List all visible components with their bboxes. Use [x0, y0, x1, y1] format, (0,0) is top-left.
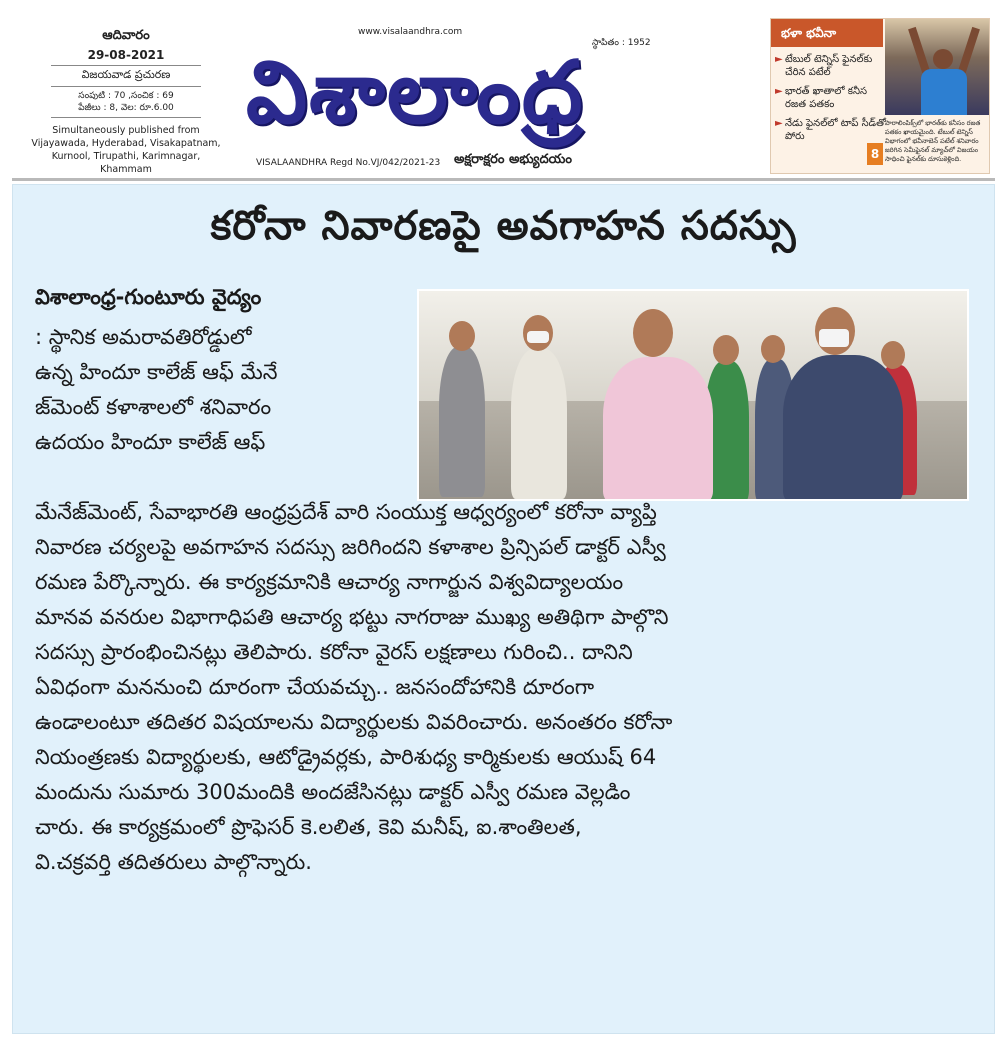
article-byline: విశాలాంధ్ర-గుంటూరు వైద్యం	[35, 285, 262, 309]
article-line: మందును సుమారు 300మందికి అందజేసినట్లు డాక్టర్ ఎస్వీ రమణ వెల్లడిం	[35, 780, 631, 804]
established-year: స్థాపితం : 1952	[592, 38, 651, 48]
issue-info	[28, 28, 224, 176]
triangle-bullet-icon: ►	[775, 54, 783, 65]
masthead-divider	[12, 178, 995, 181]
article-line: ఉండాలంటూ తదితర విషయాలను విద్యార్థులకు వివరించారు. అనంతరం కరోనా	[35, 710, 673, 734]
article-line: ఏవిధంగా మననుంచి దూరంగా చేయవచ్చు.. జనసందోహానికి దూరంగా	[35, 675, 595, 699]
article-line: సదస్సు ప్రారంభించినట్లు తెలిపారు. కరోనా వైరస్ లక్షణాలు గురించి.. దానిని	[35, 640, 633, 664]
masthead	[0, 0, 1007, 182]
article-body-narrow	[35, 320, 407, 460]
promo-item: ► నేడు ఫైనల్‌లో టాప్ సీడ్‌తో పోరు	[775, 118, 886, 142]
issue-day: ఆదివారం	[102, 28, 150, 43]
promo-caption: పారాలింపిక్స్‌లో భారత్‌కు కనీసం రజత పతకం ఖాయమైంది. టేబుల్ టెన్నిస్ విభాగంలో భవీనాబెన్ పటేల్ శనివారం జరిగిన సెమీఫైనల్ మ్యాచ్‌లో విజయం సాధించి ఫైనల్‌కు దూసుకెళ్లింది.	[885, 119, 981, 163]
article-line: మానవ వనరుల విభాగాధిపతి ఆచార్య భట్టు నాగరాజు ముఖ్య అతిథిగా పాల్గొని	[35, 605, 669, 629]
promo-athlete-photo	[885, 19, 989, 115]
article-line: నివారణ చర్యలపై అవగాహన సదస్సు జరిగిందని కళాశాల ప్రిన్సిపల్ డాక్టర్ ఎస్వీ	[35, 535, 666, 559]
article-line: చారు. ఈ కార్యక్రమంలో ప్రొఫెసర్ కె.లలిత, కెవి మనీష్, ఐ.శాంతిలత,	[35, 815, 582, 839]
promo-box	[770, 18, 990, 174]
promo-page-number: 8	[867, 143, 883, 165]
registration-number: VISALAANDHRA Regd No.VJ/042/2021-23	[256, 158, 441, 168]
newspaper-logo: విశాలాంధ్ర	[246, 42, 585, 143]
promo-header: భళా భవీనా	[771, 19, 883, 47]
article-line: ఉదయం హిందూ కాలేజ్ ఆఫ్	[35, 430, 266, 454]
news-article	[12, 184, 995, 1034]
article-body-wide	[35, 495, 973, 880]
article-line: : స్థానిక అమరావతిరోడ్డులో	[35, 325, 252, 349]
issue-date: 29-08-2021	[87, 48, 165, 62]
promo-list	[775, 53, 887, 149]
article-line: రమణ పేర్కొన్నారు. ఈ కార్యక్రమానికి ఆచార్య నాగార్జున విశ్వవిద్యాలయం	[35, 570, 624, 594]
article-line: మేనేజ్‌మెంట్, సేవాభారతి ఆంధ్రప్రదేశ్ వారి సంయుక్త ఆధ్వర్యంలో కరోనా వ్యాప్తి	[35, 500, 657, 524]
article-photo	[417, 289, 969, 501]
triangle-bullet-icon: ►	[775, 86, 783, 97]
pages-price: పేజీలు : 8, వెల: రూ.6.00	[51, 103, 201, 118]
edition-label: విజయవాడ ప్రచురణ	[51, 65, 201, 87]
newspaper-tagline: అక్షరాక్షరం అభ్యుదయం	[454, 152, 572, 167]
publication-cities: Simultaneously published from Vijayawada, Hyderabad, Visakapatnam, Kurnool, Tirupathi, Karimnagar, Khammam	[31, 125, 221, 175]
website-url: www.visalaandhra.com	[358, 27, 463, 37]
article-headline: కరోనా నివారణపై అవగాహన సదస్సు	[210, 203, 797, 249]
triangle-bullet-icon: ►	[775, 118, 783, 129]
promo-item: ► భారత్ ఖాతాలో కనీస రజత పతకం	[775, 86, 868, 110]
article-line: నియంత్రణకు విద్యార్థులకు, ఆటోడ్రైవర్లకు, పారిశుధ్య కార్మికులకు ఆయుష్ 64	[35, 745, 657, 769]
article-line: వి.చక్రవర్తి తదితరులు పాల్గొన్నారు.	[35, 850, 312, 874]
article-line: జ్‌మెంట్ కళాశాలలో శనివారం	[35, 395, 272, 419]
volume-info: సంపుటి : 70 ,సంచిక : 69	[78, 91, 174, 101]
article-line: ఉన్న హిందూ కాలేజ్ ఆఫ్ మేనే	[35, 360, 278, 384]
promo-item: ► టేబుల్ టెన్నిస్ ఫైనల్‌కు చేరిన పటేల్	[775, 54, 873, 78]
